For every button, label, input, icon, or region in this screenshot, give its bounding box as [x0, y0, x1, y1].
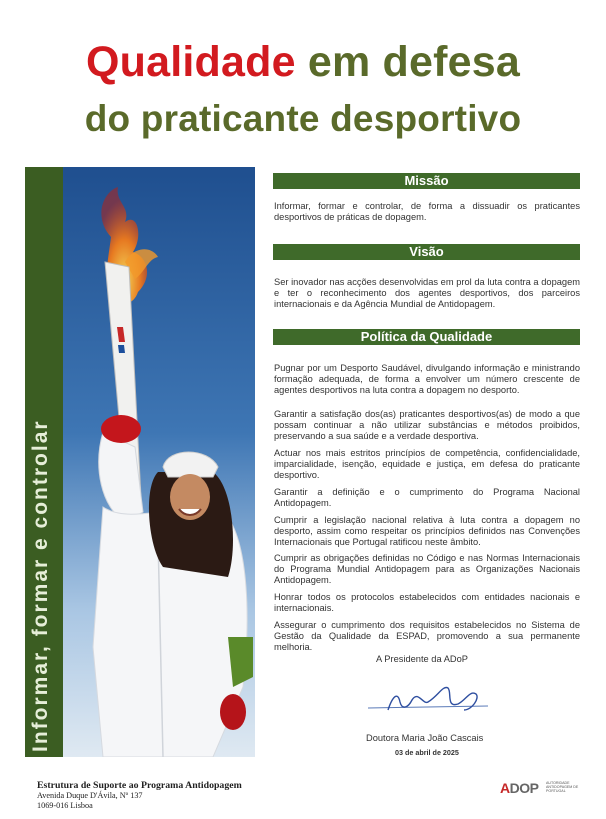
- sidebar-strip: [25, 167, 63, 757]
- torch-bearer-photo: [25, 167, 255, 757]
- politica-item: Pugnar por um Desporto Saudável, divulgando informação e ministrando formação adequada, de forma a envolver um número crescente de agentes desportivos na luta contra a dopagem no desporto.: [274, 363, 580, 395]
- footer-address-block: [37, 780, 242, 810]
- logo-subtitle: AUTORIDADE ANTIDOPAGEM DE PORTUGAL: [546, 781, 579, 794]
- adop-logo: [500, 780, 590, 796]
- section-heading-missao: Missão: [273, 173, 580, 189]
- page-title-line2: do praticante desportivo: [84, 98, 522, 139]
- politica-item: Garantir a definição e o cumprimento do Programa Nacional Antidopagem.: [274, 487, 580, 508]
- torch-bearer-illustration: [63, 167, 255, 757]
- title-highlight: Qualidade: [86, 38, 296, 86]
- footer-address-line2: 1069-016 Lisboa: [37, 800, 93, 810]
- politica-item: Garantir a satisfação dos(as) praticantes desportivos(as) de modo a que possam continuar a não utilizar substâncias e métodos proibidos, preservando a sua saúde e a verdade desportiva.: [274, 409, 580, 441]
- footer-org-name: Estrutura de Suporte ao Programa Antidopagem: [37, 780, 242, 791]
- footer-address-line1: Avenida Duque D'Ávila, Nº 137: [37, 791, 143, 800]
- politica-item: Cumprir as obrigações definidas no Código e nas Normas Internacionais do Programa Mundial Antidopagem para as Organizações Nacionais Antidopagem.: [274, 553, 580, 585]
- missao-text: Informar, formar e controlar, de forma a dissuadir os praticantes desportivos de práticas de dopagem.: [274, 201, 580, 222]
- title-rest: em defesa: [295, 38, 520, 86]
- signature-date: 03 de abril de 2025: [395, 748, 459, 757]
- politica-item: Assegurar o cumprimento dos requisitos estabelecidos no Sistema de Gestão da Qualidade da ESPAD, promovendo a sua permanente melhoria.: [274, 620, 580, 652]
- visao-text: Ser inovador nas acções desenvolvidas em prol da luta contra a dopagem e ter o reconhecimento dos agentes desportivos, dos parceiros internacionais e da Agência Mundial de Antidopagem.: [274, 277, 580, 309]
- section-heading-politica: Política da Qualidade: [273, 329, 580, 345]
- logo-wordmark: ADOP: [500, 780, 539, 796]
- politica-item: Actuar nos mais estritos princípios de competência, confidencialidade, imparcialidade, isenção, equidade e justiça, em defesa do praticante desportivo.: [274, 448, 580, 480]
- handwritten-signature: [368, 680, 498, 720]
- page-title-line1: [0, 38, 606, 87]
- politica-item: Cumprir a legislação nacional relativa à luta contra a dopagem no desporto, assim como respeitar os princípios definidos nas Convenções Internacionais que Portugal ratificou neste âmbito.: [274, 515, 580, 547]
- politica-item: Honrar todos os protocolos estabelecidos com entidades nacionais e internacionais.: [274, 592, 580, 613]
- section-heading-visao: Visão: [273, 244, 580, 260]
- signatory-role: A Presidente da ADoP: [376, 654, 468, 664]
- signatory-name: Doutora Maria João Cascais: [366, 733, 484, 743]
- sidebar-slogan: Informar, formar e controlar: [29, 419, 52, 752]
